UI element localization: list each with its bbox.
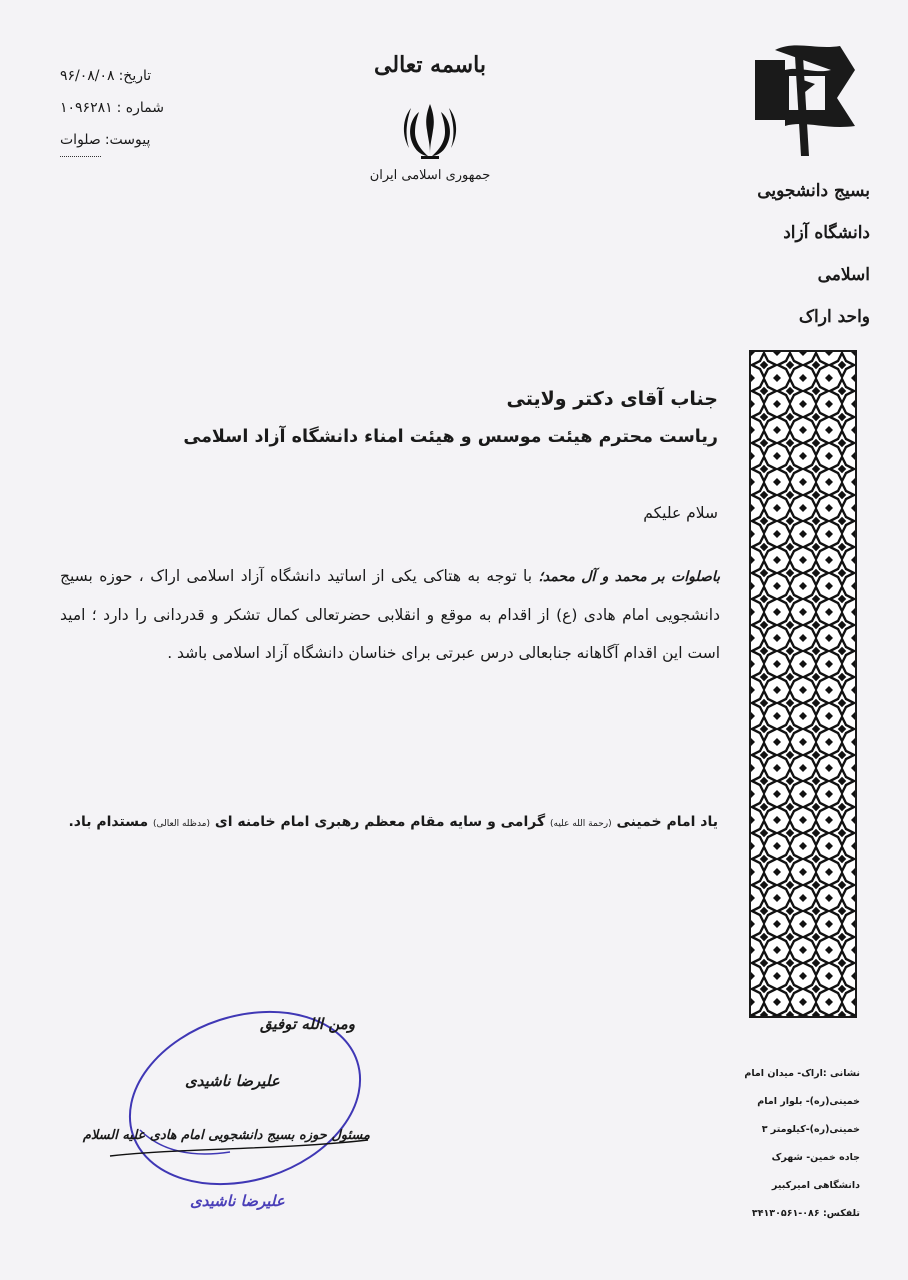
letter-body <box>60 557 720 672</box>
addressee-title: ریاست محترم هیئت موسس و هیئت امناء دانشگاه آزاد اسلامی <box>183 427 718 447</box>
number-label: شماره : <box>116 100 164 116</box>
signature-phrase: ومن الله توفیق <box>260 1015 356 1033</box>
signer-name: علیرضا ناشیدی <box>185 1072 280 1090</box>
signature-block <box>82 980 380 1220</box>
letterhead-center <box>360 40 500 183</box>
attachment-value: صلوات <box>60 124 101 157</box>
closing-honorific: (رحمة الله علیه) <box>550 819 612 829</box>
closing-line <box>68 814 718 830</box>
letter-meta <box>60 60 200 157</box>
address-line: جاده خمین- شهرک <box>771 1152 860 1163</box>
attachment-label: پیوست: <box>104 132 151 148</box>
decorative-pattern-strip <box>749 350 857 1018</box>
signer-title: مسئول حوزه بسیج دانشجویی امام هادی علیه السلام <box>82 1128 370 1143</box>
number-value: ۱۰۹۶۲۸۱ <box>60 100 113 116</box>
republic-caption: جمهوری اسلامی ایران <box>369 168 491 183</box>
closing-part: گرامی و سایه مقام معظم رهبری امام خامنه ای <box>210 814 550 830</box>
address-line: خمینی(ره)-کیلومتر ۳ <box>761 1124 860 1135</box>
bismillah: باسمه تعالی <box>374 52 486 78</box>
date-row <box>60 60 200 92</box>
closing-honorific: (مدظله العالی) <box>153 819 210 829</box>
contact-address <box>744 1060 860 1228</box>
date-label: تاریخ: <box>118 68 152 84</box>
iran-emblem-icon <box>397 98 463 164</box>
salawat-lead: باصلوات بر محمد و آل محمد؛ <box>538 569 720 585</box>
greeting: سلام علیکم <box>643 504 718 522</box>
flag-logo-icon <box>745 40 860 160</box>
number-row <box>60 92 200 124</box>
address-line: دانشگاهی امیرکبیر <box>771 1180 860 1191</box>
body-text: با توجه به هتاکی یکی از اساتید دانشگاه آزاد اسلامی اراک ، حوزه بسیج دانشجویی امام هادی (ع) از اقدام به موقع و انقلابی حضرتعالی کمال تشکر و قدردانی را دارد ؛ امید است این اقدام آگاهانه جنابعالی درس عبرتی برای خناسان دانشگاه آزاد اسلامی باشد . <box>60 567 720 662</box>
address-line: خمینی(ره)- بلوار امام <box>757 1096 860 1107</box>
date-value: ۹۶/۰۸/۰۸ <box>60 68 115 84</box>
handwritten-signature: علیرضا ناشیدی <box>190 1192 285 1210</box>
logo-line3: واحد اراک <box>798 307 870 327</box>
basij-logo <box>740 40 870 340</box>
logo-line1: بسیج دانشجویی <box>757 181 870 201</box>
attachment-row <box>60 124 200 157</box>
addressee-name: جناب آقای دکتر ولایتی <box>506 388 718 410</box>
telefax-line: تلفکس: ۰۸۶-۳۴۱۳۰۵۶۱ <box>751 1208 860 1219</box>
geometric-pattern-icon <box>751 352 855 1016</box>
closing-part: مستدام باد. <box>68 814 154 830</box>
address-line: نشانی :اراک- میدان امام <box>744 1068 860 1079</box>
addressee-block <box>158 380 718 456</box>
logo-caption <box>740 170 870 338</box>
closing-part: یاد امام خمینی <box>611 814 718 830</box>
logo-line2: دانشگاه آزاد اسلامی <box>783 223 870 285</box>
